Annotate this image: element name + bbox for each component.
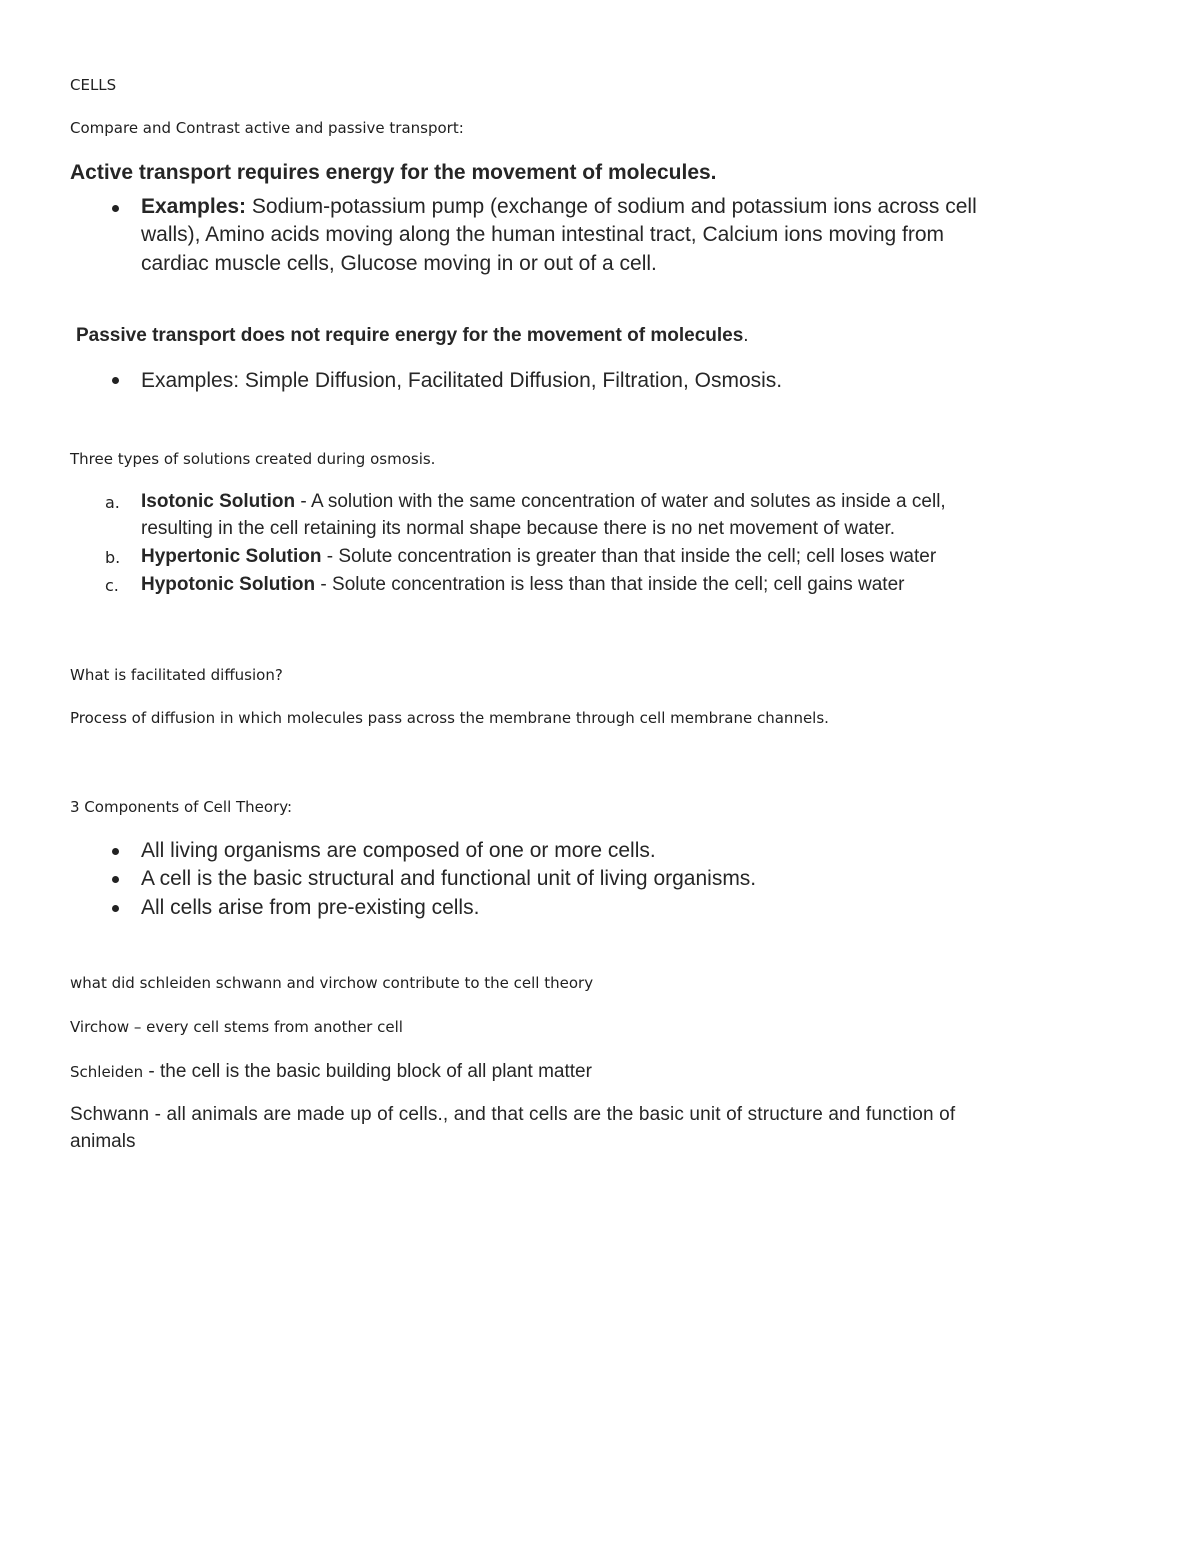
passive-heading-period: . bbox=[743, 325, 749, 346]
bullet-icon bbox=[112, 848, 119, 855]
isotonic-name: Isotonic Solution bbox=[141, 491, 296, 512]
active-examples-line-2: walls), Amino acids moving along the human intestinal tract, Calcium ions moving from bbox=[141, 223, 945, 246]
bullet-icon bbox=[112, 876, 119, 883]
bullet-icon bbox=[112, 205, 119, 212]
passive-heading-text: Passive transport does not require energy for the movement of molecules bbox=[76, 325, 744, 346]
schwann-answer-line-2: animals bbox=[70, 1131, 136, 1152]
passive-transport-heading bbox=[76, 322, 749, 350]
hypertonic-line bbox=[141, 543, 936, 571]
schwann-answer-line-1: Schwann - all animals are made up of cells., and that cells are the basic unit of structure and function of bbox=[70, 1104, 956, 1125]
doc-title: CELLS bbox=[70, 76, 117, 94]
question-contributors: what did schleiden schwann and virchow contribute to the cell theory bbox=[70, 974, 594, 992]
virchow-answer: Virchow – every cell stems from another cell bbox=[70, 1018, 403, 1036]
hypertonic-name: Hypertonic Solution bbox=[141, 546, 322, 567]
examples-text: Sodium-potassium pump (exchange of sodium and potassium ions across cell bbox=[246, 195, 977, 218]
active-transport-heading: Active transport requires energy for the movement of molecules. bbox=[70, 161, 717, 184]
schleiden-text: - the cell is the basic building block of all plant matter bbox=[143, 1061, 592, 1082]
question-transport: Compare and Contrast active and passive transport: bbox=[70, 119, 464, 137]
hypotonic-line bbox=[141, 571, 904, 599]
active-examples-line-3: cardiac muscle cells, Glucose moving in or out of a cell. bbox=[141, 252, 657, 275]
answer-facilitated-diffusion: Process of diffusion in which molecules pass across the membrane through cell membrane channels. bbox=[70, 709, 829, 727]
hypertonic-desc: - Solute concentration is greater than that inside the cell; cell loses water bbox=[321, 546, 937, 567]
question-facilitated-diffusion: What is facilitated diffusion? bbox=[70, 666, 283, 684]
bullet-icon bbox=[112, 905, 119, 912]
list-marker: a. bbox=[105, 493, 120, 512]
theory-item: All living organisms are composed of one or more cells. bbox=[141, 839, 656, 862]
hypotonic-desc: - Solute concentration is less than that inside the cell; cell gains water bbox=[315, 574, 905, 595]
examples-label: Examples: bbox=[141, 195, 247, 218]
active-examples-line-1 bbox=[141, 193, 977, 221]
hypotonic-name: Hypotonic Solution bbox=[141, 574, 316, 595]
passive-examples: Examples: Simple Diffusion, Facilitated Diffusion, Filtration, Osmosis. bbox=[141, 369, 783, 392]
schleiden-name: Schleiden bbox=[70, 1063, 144, 1081]
theory-item: A cell is the basic structural and functional unit of living organisms. bbox=[141, 867, 757, 890]
schleiden-answer bbox=[70, 1058, 592, 1086]
isotonic-desc: - A solution with the same concentration of water and solutes as inside a cell, bbox=[295, 491, 946, 512]
isotonic-line-1 bbox=[141, 488, 946, 516]
list-marker: c. bbox=[105, 576, 119, 595]
question-cell-theory: 3 Components of Cell Theory: bbox=[70, 798, 293, 816]
list-marker: b. bbox=[105, 548, 121, 567]
theory-item: All cells arise from pre-existing cells. bbox=[141, 896, 480, 919]
bullet-icon bbox=[112, 377, 119, 384]
question-solutions: Three types of solutions created during osmosis. bbox=[70, 450, 436, 468]
isotonic-line-2: resulting in the cell retaining its normal shape because there is no net movement of water. bbox=[141, 518, 896, 539]
